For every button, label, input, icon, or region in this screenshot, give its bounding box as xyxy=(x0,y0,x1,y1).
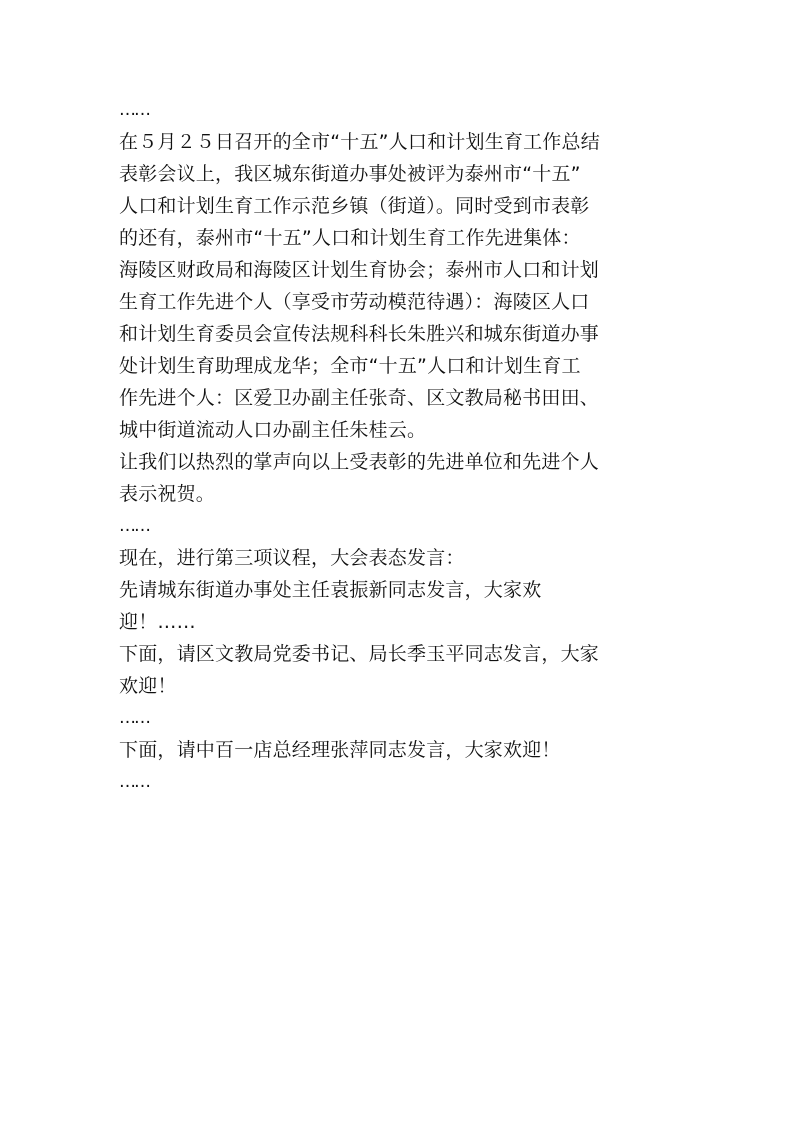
paragraph-line: 迎！…… xyxy=(119,611,196,633)
paragraph-line: 让我们以热烈的掌声向以上受表彰的先进单位和先进个人 xyxy=(119,451,600,473)
paragraph-line: 生育工作先进个人（享受市劳动模范待遇）：海陵区人口 xyxy=(119,291,590,313)
paragraph-line: 先请城东街道办事处主任袁振新同志发言，大家欢 xyxy=(119,579,542,601)
paragraph-line: 和计划生育委员会宣传法规科科长朱胜兴和城东街道办事 xyxy=(119,323,600,345)
ellipsis-line: …… xyxy=(119,772,149,792)
paragraph-line: 作先进个人：区爱卫办副主任张奇、区文教局秘书田田、 xyxy=(119,387,600,409)
ellipsis-line: …… xyxy=(119,100,149,120)
paragraph-line: 城中街道流动人口办副主任朱桂云。 xyxy=(119,419,427,441)
paragraph-line: 海陵区财政局和海陵区计划生育协会；泰州市人口和计划 xyxy=(119,259,600,281)
paragraph-line: 在５月２５日召开的全市“十五”人口和计划生育工作总结 xyxy=(119,131,600,153)
paragraph-line: 表彰会议上，我区城东街道办事处被评为泰州市“十五” xyxy=(119,163,581,185)
paragraph-line: 现在，进行第三项议程，大会表态发言： xyxy=(119,547,465,569)
document-body xyxy=(119,94,675,798)
paragraph-line: 下面，请中百一店总经理张萍同志发言，大家欢迎！ xyxy=(119,739,561,761)
paragraph-line: 表示祝贺。 xyxy=(119,483,216,505)
ellipsis-line: …… xyxy=(119,516,149,536)
paragraph-line: 欢迎！ xyxy=(119,675,177,697)
paragraph-line: 的还有，泰州市“十五”人口和计划生育工作先进集体： xyxy=(119,227,581,249)
ellipsis-line: …… xyxy=(119,708,149,728)
paragraph-line: 处计划生育助理成龙华；全市“十五”人口和计划生育工 xyxy=(119,355,581,377)
paragraph-line: 下面，请区文教局党委书记、局长季玉平同志发言，大家 xyxy=(119,643,600,665)
paragraph-line: 人口和计划生育工作示范乡镇（街道）。同时受到市表彰 xyxy=(119,195,590,217)
